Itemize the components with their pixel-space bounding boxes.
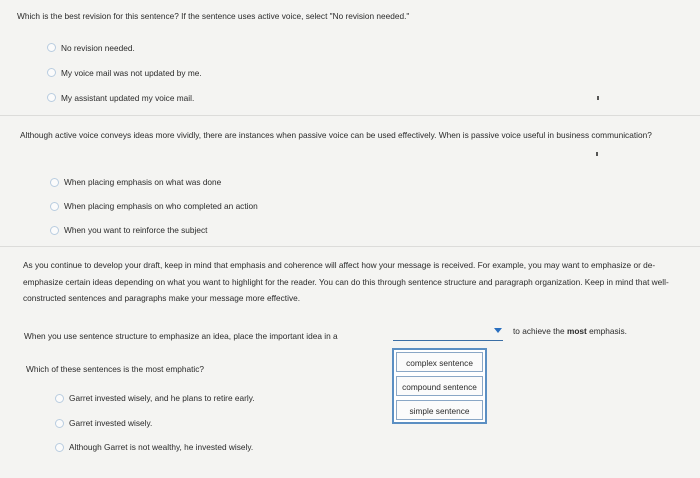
fill-suffix-bold: most: [566, 326, 587, 336]
q1-option-2-label[interactable]: My voice mail was not updated by me.: [61, 68, 202, 78]
q3-fill-suffix: [513, 325, 627, 337]
q2-prompt: Although active voice conveys ideas more vividly, there are instances when passive voice can be used effectively. When is passive voice useful in business communication?: [20, 130, 652, 140]
q2-option-1-label[interactable]: When placing emphasis on what was done: [64, 177, 222, 187]
cursor-mark: [596, 152, 598, 156]
dropdown-option-complex[interactable]: complex sentence: [396, 352, 483, 372]
q2-option-1-radio[interactable]: [50, 178, 59, 187]
q1-prompt: Which is the best revision for this sentence? If the sentence uses active voice, select "No revision needed.": [17, 11, 410, 21]
q2-option-3-label[interactable]: When you want to reinforce the subject: [64, 225, 208, 235]
dropdown-option-compound[interactable]: compound sentence: [396, 376, 483, 396]
q1-option-3-radio[interactable]: [47, 93, 56, 102]
fill-suffix-before: to achieve the: [513, 326, 565, 336]
dropdown-option-simple[interactable]: simple sentence: [396, 400, 483, 420]
divider: [0, 246, 700, 247]
q4-prompt: Which of these sentences is the most emphatic?: [26, 364, 205, 374]
q2-option-2-radio[interactable]: [50, 202, 59, 211]
q1-option-1-radio[interactable]: [47, 43, 56, 52]
q4-option-2-label[interactable]: Garret invested wisely.: [69, 418, 153, 428]
q1-option-1-label[interactable]: No revision needed.: [61, 43, 135, 53]
divider: [0, 115, 700, 116]
q1-option-3-label[interactable]: My assistant updated my voice mail.: [61, 93, 195, 103]
cursor-mark: [597, 96, 599, 100]
q4-option-1-radio[interactable]: [55, 394, 64, 403]
q4-option-2-radio[interactable]: [55, 419, 64, 428]
q4-option-3-radio[interactable]: [55, 443, 64, 452]
q4-option-3-label[interactable]: Although Garret is not wealthy, he invested wisely.: [69, 442, 254, 452]
q1-option-2-radio[interactable]: [47, 68, 56, 77]
q2-option-2-label[interactable]: When placing emphasis on who completed an action: [64, 201, 258, 211]
chevron-down-icon[interactable]: [494, 328, 502, 333]
q2-option-3-radio[interactable]: [50, 226, 59, 235]
fill-suffix-after: emphasis.: [589, 326, 627, 336]
blank-dropdown[interactable]: [393, 340, 503, 341]
q3-fill-prefix: When you use sentence structure to emphasize an idea, place the important idea in a: [24, 331, 338, 341]
q3-intro: As you continue to develop your draft, keep in mind that emphasis and coherence will affect how your message is received. For example, you may want to emphasize or de-emphasize certain ideas depending on what you want to highlight for the reader. You can do this through sentence structure and paragraph organization. Keep in mind that well-constructed sentences and paragraphs make your message more effective.: [23, 260, 669, 303]
dropdown-menu: [392, 348, 487, 424]
q4-option-1-label[interactable]: Garret invested wisely, and he plans to retire early.: [69, 393, 255, 403]
